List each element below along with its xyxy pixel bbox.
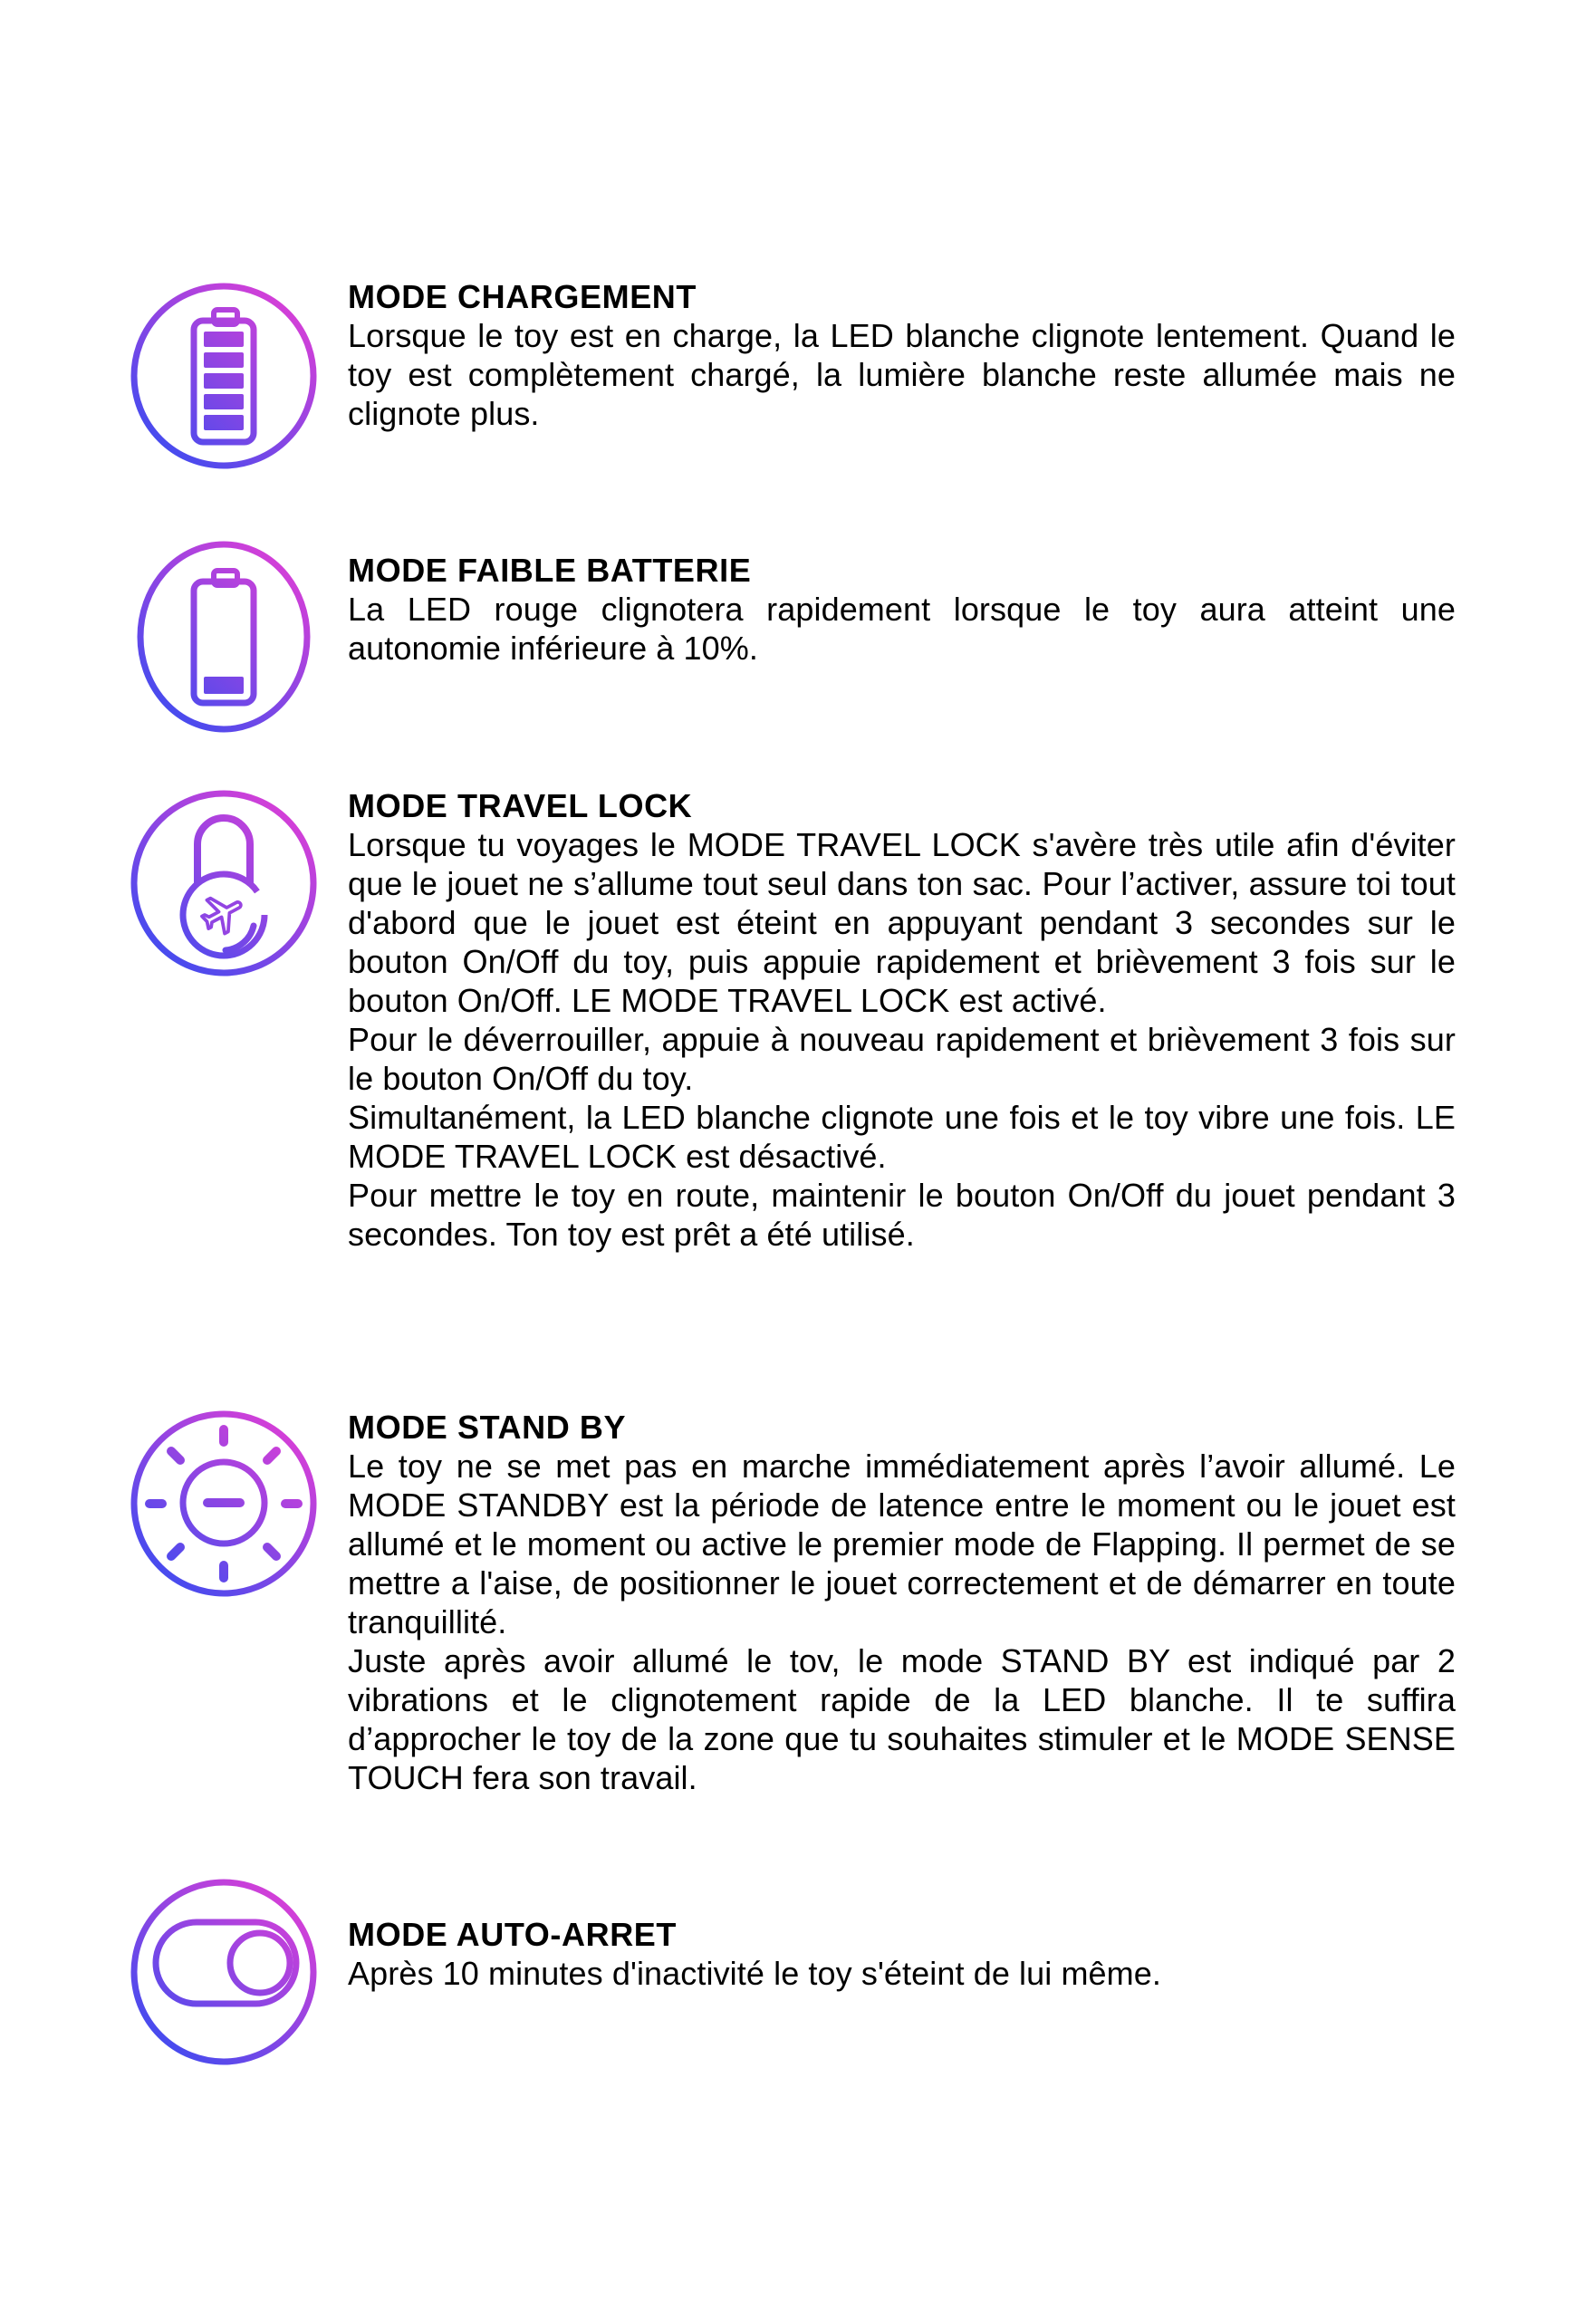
standby-sun-icon <box>128 1408 320 1600</box>
battery-low-icon <box>128 541 320 733</box>
toggle-switch-icon <box>128 1876 320 2068</box>
mode-stand-by-title: MODE STAND BY <box>348 1409 627 1446</box>
mode-travel-lock-text-4: Pour mettre le toy en route, maintenir le bouton On/Off du jouet pendant 3 secondes. Ton toy est prêt a été utilisé. <box>348 1177 1456 1253</box>
mode-stand-by-text-1: Le toy ne se met pas en marche immédiatement après l’avoir allumé. Le MODE STANDBY est la période de latence entre le moment ou le jouet est allumé et le moment ou active le premier mode de Flapping. Il permet de se mettre a l'aise, de positionner le jouet correctement et de démarrer en toute tranquillité. <box>348 1448 1456 1640</box>
battery-charging-icon <box>128 280 320 472</box>
mode-stand-by-text-2: Juste après avoir allumé le tov, le mode STAND BY est indiqué par 2 vibrations et le clignotement rapide de la LED blanche. Il te suffira d’approcher le toy de la zone que tu souhaites stimuler et le MODE SENSE TOUCH fera son travail. <box>348 1642 1456 1796</box>
travel-lock-icon <box>128 787 320 979</box>
mode-travel-lock-text-3: Simultanément, la LED blanche clignote une fois et le toy vibre une fois. LE MODE TRAVEL LOCK est désactivé. <box>348 1099 1456 1175</box>
mode-travel-lock-text-2: Pour le déverrouiller, appuie à nouveau rapidement et brièvement 3 fois sur le bouton On/Off du toy. <box>348 1021 1456 1097</box>
mode-travel-lock-text-1: Lorsque tu voyages le MODE TRAVEL LOCK s'avère très utile afin d'éviter que le jouet ne s’allume tout seul dans ton sac. Pour l’activer, assure toi tout d'abord que le jouet est éteint en appuyant pendant 3 secondes sur le bouton On/Off du toy, puis appuie rapidement et brièvement 3 fois sur le bouton On/Off. LE MODE TRAVEL LOCK est activé. <box>348 826 1456 1019</box>
mode-auto-arret-title: MODE AUTO-ARRET <box>348 1916 677 1953</box>
mode-chargement-text: Lorsque le toy est en charge, la LED blanche clignote lentement. Quand le toy est complètement chargé, la lumière blanche reste allumée mais ne clignote plus. <box>348 317 1456 432</box>
mode-travel-lock-title: MODE TRAVEL LOCK <box>348 787 693 824</box>
mode-faible-batterie-title: MODE FAIBLE BATTERIE <box>348 552 752 589</box>
mode-chargement-title: MODE CHARGEMENT <box>348 278 697 315</box>
mode-faible-batterie-text: La LED rouge clignotera rapidement lorsque le toy aura atteint une autonomie inférieure à 10%. <box>348 591 1456 667</box>
mode-auto-arret-text: Après 10 minutes d'inactivité le toy s'éteint de lui même. <box>348 1955 1161 1992</box>
